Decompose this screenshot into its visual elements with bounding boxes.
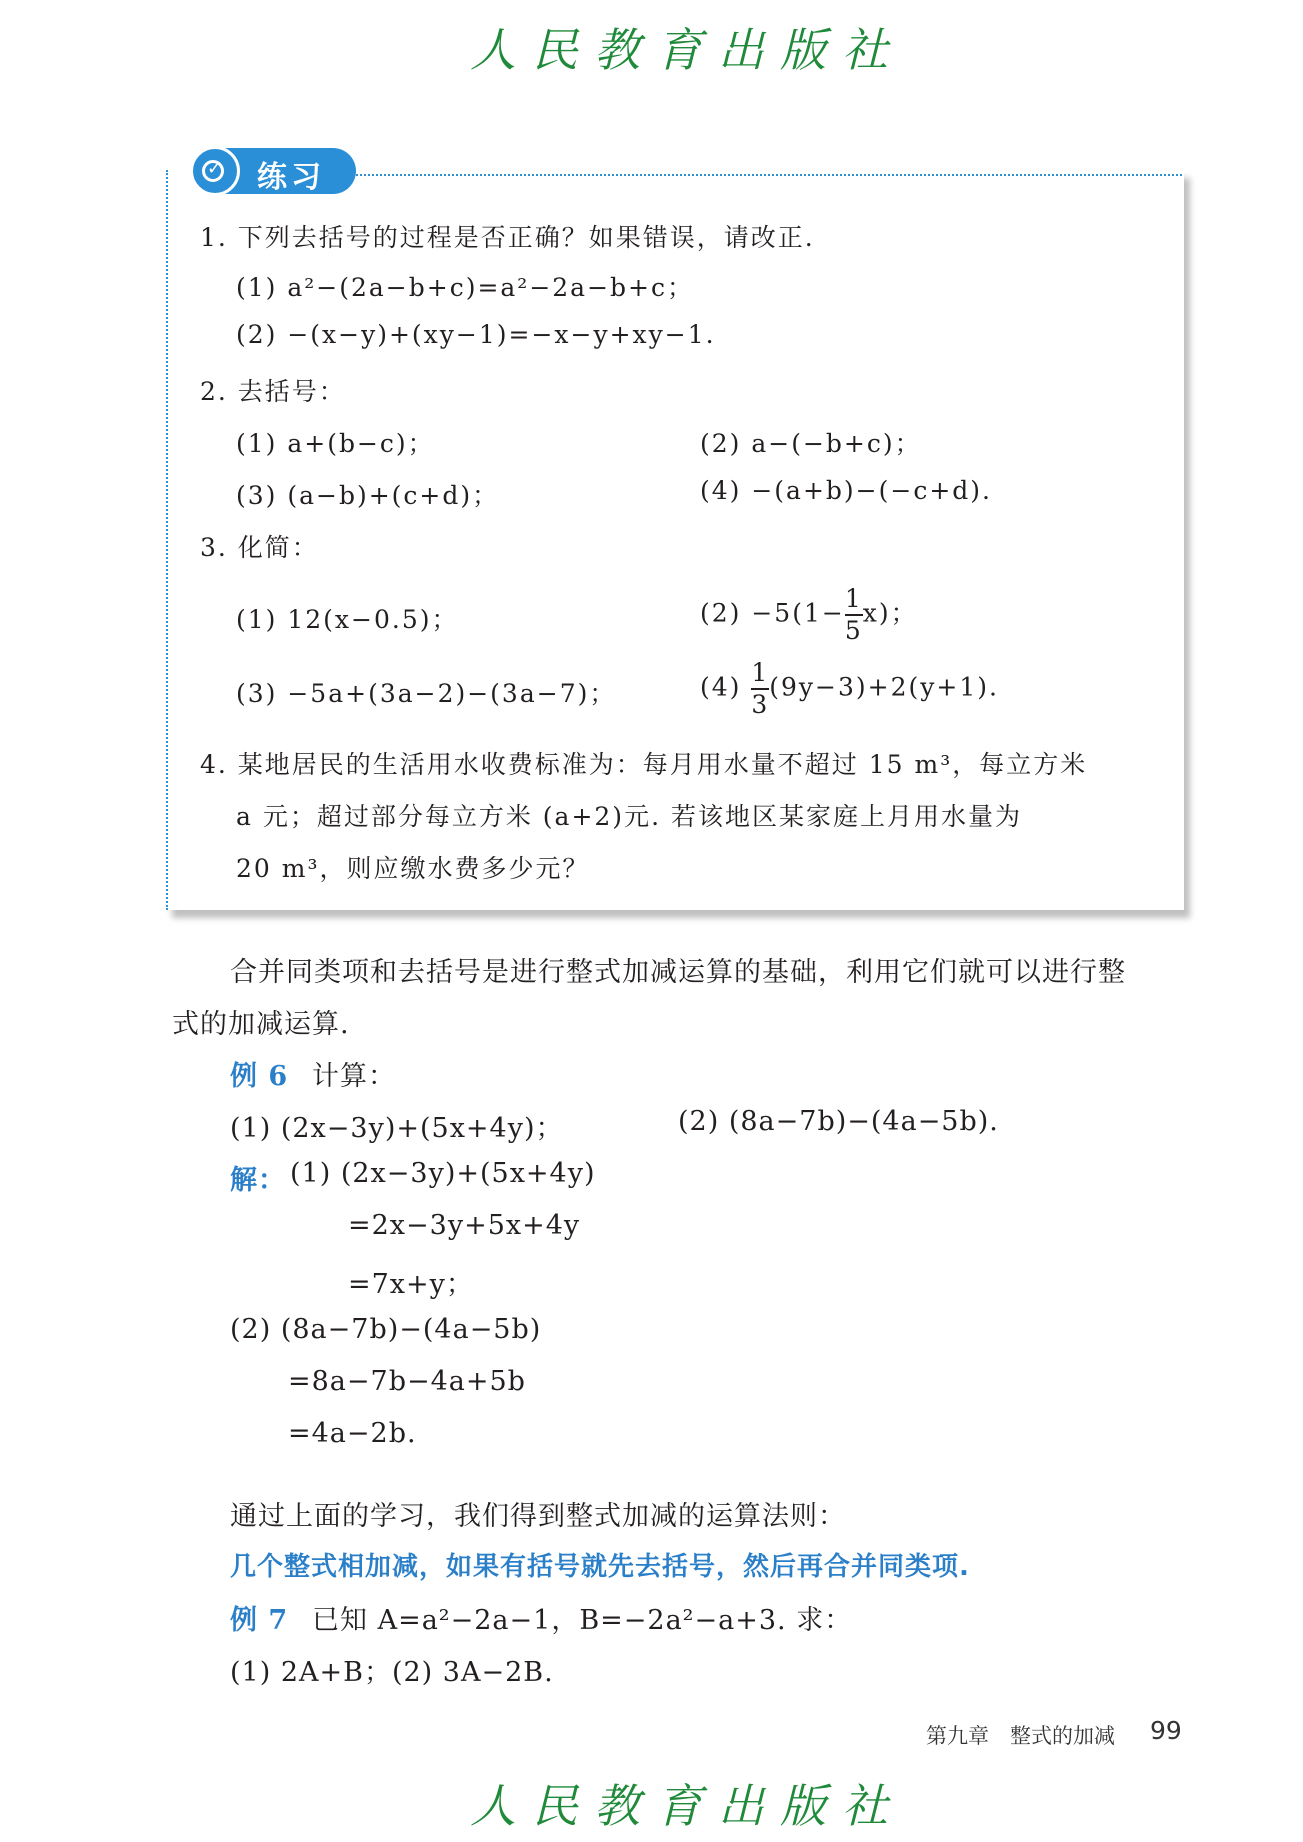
solution1-line3: =7x+y； [348,1269,474,1300]
q2-part4: (4) −(a+b)−(−c+d). [700,476,992,505]
q1-part2: (2) −(x−y)+(xy−1)=−x−y+xy−1. [236,320,716,349]
q3-part1: (1) 12(x−0.5)； [236,605,459,634]
example6-part2: (2) (8a−7b)−(4a−5b). [678,1106,999,1137]
q4-line3: 20 m³，则应缴水费多少元？ [236,854,590,883]
para1-line1: 合并同类项和去括号是进行整式加减运算的基础，利用它们就可以进行整 [230,957,1126,988]
q4-line1: 4. 某地居民的生活用水收费标准为：每月用水量不超过 15 m³，每立方米 [200,750,1088,779]
solution-label: 解： [230,1165,286,1196]
q3-stem: 3. 化简： [200,533,319,562]
fraction-denominator: 3 [751,690,770,719]
fraction-one-third [751,658,769,720]
solution2-line1: (2) (8a−7b)−(4a−5b) [230,1314,542,1345]
fraction-denominator: 5 [844,616,863,645]
exercise-tab-label: 练习 [257,160,325,195]
para1-line2: 式的加减运算. [172,1009,350,1040]
q3-part2-prefix: (2) −5(1− [700,598,845,628]
example6-part1: (1) (2x−3y)+(5x+4y)； [230,1113,564,1144]
q1-stem: 1. 下列去括号的过程是否正确？如果错误，请改正. [200,223,815,252]
solution1-line1: (1) (2x−3y)+(5x+4y) [290,1158,596,1189]
fraction-numerator: 1 [845,584,863,616]
example7-parts: (1) 2A+B；(2) 3A−2B. [230,1657,554,1688]
q3-part4 [700,658,999,720]
q3-part3: (3) −5a+(3a−2)−(3a−7)； [236,679,617,708]
fraction-one-fifth [845,584,863,646]
example7-text: 已知 A=a²−2a−1，B=−2a²−a+3. 求： [312,1605,853,1636]
chapter-title: 第九章 整式的加减 [926,1724,1115,1748]
page-number: 99 [1150,1716,1182,1745]
q3-part4-suffix: (9y−3)+2(y+1). [769,672,999,702]
exercise-box-top-border [352,174,1182,176]
q2-part2: (2) a−(−b+c)； [700,429,922,458]
q1-part1: (1) a²−(2a−b+c)=a²−2a−b+c； [236,273,694,302]
q3-part2 [700,584,918,646]
q3-part4-prefix: (4) [700,672,752,702]
q2-stem: 2. 去括号： [200,377,346,406]
publisher-logo-footer: 人民教育出版社 [470,1779,904,1833]
q4-line2: a 元；超过部分每立方米 (a+2)元. 若该地区某家庭上月用水量为 [236,802,1022,831]
rule-statement: 几个整式相加减，如果有括号就先去括号，然后再合并同类项. [230,1552,970,1582]
publisher-logo-header: 人民教育出版社 [470,23,904,77]
q3-part2-suffix: x)； [862,598,918,628]
q2-part1: (1) a+(b−c)； [236,429,435,458]
fraction-numerator: 1 [751,658,769,690]
example6-label: 例 6 [230,1061,289,1092]
example6-text: 计算： [312,1061,396,1092]
rule-intro: 通过上面的学习，我们得到整式加减的运算法则： [230,1501,846,1532]
solution1-line2: =2x−3y+5x+4y [348,1210,581,1241]
solution2-line2: =8a−7b−4a+5b [288,1366,526,1397]
q2-part3: (3) (a−b)+(c+d)； [236,481,500,510]
example7-label: 例 7 [230,1605,289,1636]
check-icon: ✓ [207,158,223,179]
solution2-line3: =4a−2b. [288,1418,417,1449]
